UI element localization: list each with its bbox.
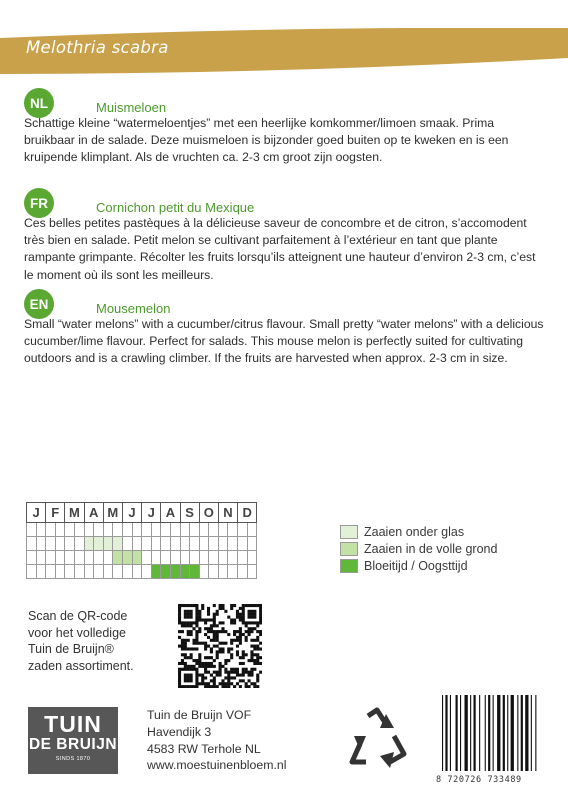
calendar-row xyxy=(27,523,257,537)
calendar-cell xyxy=(113,537,123,551)
lang-badge-fr: FR xyxy=(24,188,54,218)
calendar-cell xyxy=(55,565,65,579)
calendar-cell xyxy=(170,537,180,551)
calendar-cell xyxy=(132,565,142,579)
calendar-cell xyxy=(113,565,123,579)
month-label: A xyxy=(161,503,180,523)
calendar-cell xyxy=(228,565,238,579)
calendar-cell xyxy=(161,551,171,565)
month-label: O xyxy=(199,503,218,523)
qr-text-line: voor het volledige xyxy=(28,625,126,640)
calendar-cell xyxy=(247,565,257,579)
calendar-cell xyxy=(84,565,94,579)
logo-line-2: DE BRUIJN xyxy=(28,736,118,753)
calendar-row xyxy=(27,551,257,565)
calendar-cell xyxy=(238,565,248,579)
qr-code-icon[interactable] xyxy=(178,604,262,693)
section-body-fr: Ces belles petites pastèques à la délicieuse saveur de concombre et de citron, s’accomodent très bien en salade. Petit melon se cultivant parfaitement à l’extérieur en tant que plante rampante grimpante. Récolter les fruits lorsqu’ils atteignent une hauteur d’environ 2-3 cm, c’est le moment où ils sont les meilleurs. xyxy=(24,216,536,282)
calendar-cell xyxy=(142,523,152,537)
species-title: Melothria scabra xyxy=(26,38,169,57)
calendar-cell xyxy=(46,551,56,565)
calendar-cell xyxy=(199,565,209,579)
section-heading-en: Mousemelon xyxy=(96,301,171,316)
calendar-cell xyxy=(180,523,190,537)
calendar-cell xyxy=(190,565,200,579)
month-label: J xyxy=(27,503,46,523)
calendar-cell xyxy=(94,537,104,551)
calendar-cell xyxy=(55,537,65,551)
calendar-cell xyxy=(228,523,238,537)
calendar-table xyxy=(26,502,257,579)
calendar-cell xyxy=(36,537,46,551)
legend-item-grond xyxy=(340,541,497,557)
month-label: J xyxy=(122,503,141,523)
calendar-cell xyxy=(228,537,238,551)
calendar-cell xyxy=(209,551,219,565)
legend-label: Zaaien in de volle grond xyxy=(364,542,498,556)
calendar-cell xyxy=(247,537,257,551)
calendar-cell xyxy=(151,565,161,579)
calendar-cell xyxy=(122,537,132,551)
calendar-cell xyxy=(74,565,84,579)
calendar-cell xyxy=(132,551,142,565)
section-nl xyxy=(24,88,544,183)
calendar-cell xyxy=(46,523,56,537)
calendar-cell xyxy=(46,565,56,579)
section-body-en: Small “water melons” with a cucumber/citrus flavour. Small pretty “water melons” with a delicious cucumber/lime flavour. Perfect for salads. This mouse melon is perfectly suited for cultivating outdoors and is a crawling climber. If the fruits are harvested when approx. 2-3 cm in size. xyxy=(24,317,544,366)
calendar-cell xyxy=(170,523,180,537)
calendar-cell xyxy=(94,551,104,565)
calendar-cell xyxy=(161,565,171,579)
legend-item-bloei xyxy=(340,558,497,574)
legend-swatch xyxy=(340,559,358,573)
calendar-cell xyxy=(142,551,152,565)
qr-instructions xyxy=(28,608,134,674)
calendar-cell xyxy=(209,565,219,579)
calendar-cell xyxy=(46,537,56,551)
calendar-cell xyxy=(27,551,37,565)
calendar-cell xyxy=(142,537,152,551)
calendar-cell xyxy=(209,523,219,537)
calendar-cell xyxy=(170,565,180,579)
barcode-number: 8 720726 733489 xyxy=(436,775,522,785)
month-label: F xyxy=(46,503,65,523)
section-en xyxy=(24,289,544,384)
calendar-cell xyxy=(55,523,65,537)
address-line: 4583 RW Terhole NL xyxy=(147,741,261,756)
month-label: A xyxy=(84,503,103,523)
address-line: Tuin de Bruijn VOF xyxy=(147,708,252,722)
month-label: S xyxy=(180,503,199,523)
calendar-cell xyxy=(180,537,190,551)
calendar-cell xyxy=(94,523,104,537)
calendar-cell xyxy=(190,523,200,537)
month-label: M xyxy=(103,503,122,523)
month-label: N xyxy=(218,503,237,523)
calendar-legend xyxy=(340,524,497,575)
calendar-cell xyxy=(113,551,123,565)
calendar-cell xyxy=(190,551,200,565)
calendar-cell xyxy=(228,551,238,565)
legend-label: Bloeitijd / Oogsttijd xyxy=(364,559,468,573)
section-heading-fr: Cornichon petit du Mexique xyxy=(96,200,255,215)
lang-badge-nl: NL xyxy=(24,88,54,118)
calendar-cell xyxy=(132,523,142,537)
calendar-cell xyxy=(94,565,104,579)
calendar-month-row xyxy=(27,503,257,523)
calendar-cell xyxy=(170,551,180,565)
legend-item-glas xyxy=(340,524,497,540)
legend-swatch xyxy=(340,525,358,539)
calendar-cell xyxy=(122,523,132,537)
section-fr xyxy=(24,188,544,283)
section-body-nl: Schattige kleine “watermeloentjes” met een heerlijke komkommer/limoen smaak. Prima bruikbaar in de salade. Deze muismeloen is bijzonder goed buiten op te kweken en is een kruipende klimplant. Als de vruchten ca. 2-3 cm groot zijn oogsten. xyxy=(24,116,509,165)
calendar-cell xyxy=(161,537,171,551)
calendar-cell xyxy=(180,551,190,565)
sowing-calendar xyxy=(26,502,257,579)
qr-text-line: Tuin de Bruijn® xyxy=(28,642,114,656)
calendar-cell xyxy=(142,565,152,579)
calendar-cell xyxy=(27,565,37,579)
calendar-cell xyxy=(36,523,46,537)
calendar-cell xyxy=(151,523,161,537)
calendar-cell xyxy=(36,565,46,579)
calendar-cell xyxy=(84,551,94,565)
legend-swatch xyxy=(340,542,358,556)
calendar-row xyxy=(27,537,257,551)
calendar-cell xyxy=(132,537,142,551)
section-heading-nl: Muismeloen xyxy=(96,100,167,115)
calendar-row xyxy=(27,565,257,579)
barcode xyxy=(440,695,546,778)
calendar-cell xyxy=(218,551,228,565)
calendar-cell xyxy=(103,565,113,579)
brand-logo xyxy=(28,707,118,774)
website-link[interactable]: www.moestuinenbloem.nl xyxy=(147,758,287,773)
calendar-cell xyxy=(238,523,248,537)
calendar-cell xyxy=(218,523,228,537)
calendar-cell xyxy=(103,523,113,537)
calendar-cell xyxy=(55,551,65,565)
month-label: M xyxy=(65,503,84,523)
calendar-cell xyxy=(74,523,84,537)
month-label: J xyxy=(142,503,161,523)
calendar-cell xyxy=(180,565,190,579)
calendar-cell xyxy=(65,551,75,565)
calendar-cell xyxy=(103,537,113,551)
qr-text-line: Scan de QR-code xyxy=(28,609,128,623)
calendar-cell xyxy=(65,565,75,579)
calendar-cell xyxy=(74,551,84,565)
calendar-cell xyxy=(238,551,248,565)
calendar-cell xyxy=(74,537,84,551)
calendar-cell xyxy=(209,537,219,551)
calendar-cell xyxy=(199,523,209,537)
calendar-cell xyxy=(247,551,257,565)
logo-line-1: TUIN xyxy=(44,711,102,737)
recycle-icon xyxy=(344,706,416,777)
calendar-cell xyxy=(151,551,161,565)
calendar-cell xyxy=(238,537,248,551)
calendar-cell xyxy=(122,551,132,565)
company-address xyxy=(147,707,286,774)
calendar-cell xyxy=(218,565,228,579)
calendar-cell xyxy=(84,537,94,551)
calendar-cell xyxy=(84,523,94,537)
calendar-cell xyxy=(27,523,37,537)
calendar-cell xyxy=(65,523,75,537)
legend-label: Zaaien onder glas xyxy=(364,525,465,539)
calendar-cell xyxy=(151,537,161,551)
address-line: Havendijk 3 xyxy=(147,724,212,739)
calendar-cell xyxy=(122,565,132,579)
lang-badge-en: EN xyxy=(24,289,54,319)
calendar-cell xyxy=(199,537,209,551)
calendar-cell xyxy=(190,537,200,551)
month-label: D xyxy=(238,503,257,523)
calendar-cell xyxy=(65,537,75,551)
qr-text-line: zaden assortiment. xyxy=(28,658,134,673)
calendar-cell xyxy=(247,523,257,537)
calendar-cell xyxy=(36,551,46,565)
calendar-cell xyxy=(27,537,37,551)
calendar-cell xyxy=(161,523,171,537)
calendar-cell xyxy=(113,523,123,537)
logo-since: SINDS 1870 xyxy=(55,756,91,762)
calendar-cell xyxy=(199,551,209,565)
calendar-cell xyxy=(218,537,228,551)
calendar-cell xyxy=(103,551,113,565)
